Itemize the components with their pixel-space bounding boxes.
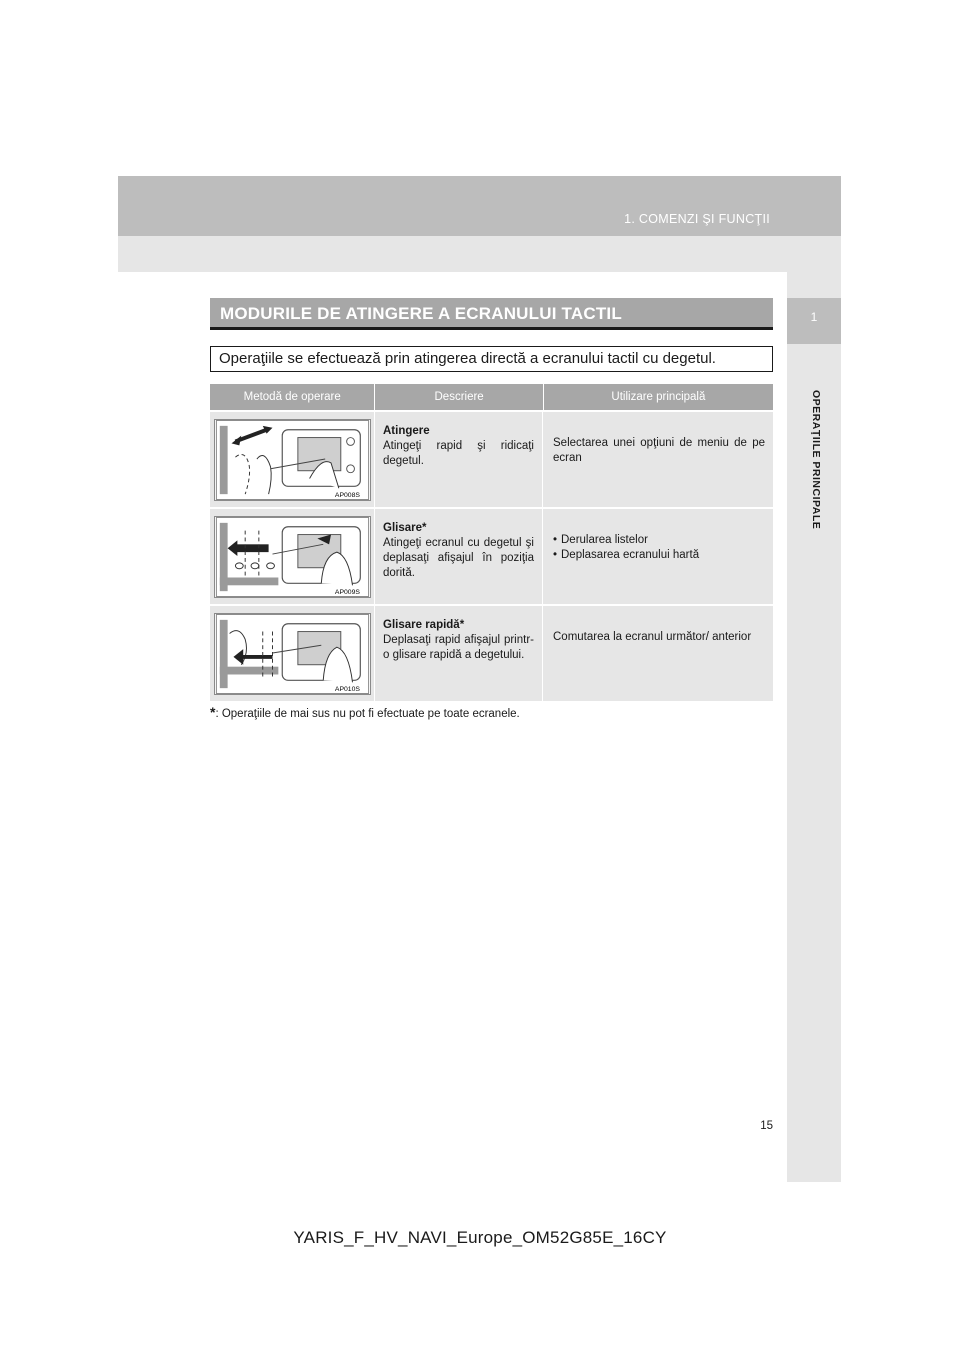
method-description: Atingeţi ecranul cu degetul şi deplasaţi afişajul în poziţia dorită. xyxy=(383,537,534,579)
footnote-text: : Operaţiile de mai sus nu pot fi efectuate pe toate ecranele. xyxy=(215,708,520,720)
table-row xyxy=(210,509,773,604)
operations-table xyxy=(210,384,773,701)
main-use: Selectarea unei opţiuni de meniu de pe ecran xyxy=(553,437,765,464)
section-banner-title: MODURILE DE ATINGERE A ECRANULUI TACTIL xyxy=(220,304,622,323)
illustration-code: AP009S xyxy=(334,588,360,596)
illustration-code: AP008S xyxy=(334,491,360,499)
header-band xyxy=(118,176,841,236)
drag-gesture-illustration xyxy=(214,516,371,598)
header-subband xyxy=(118,236,841,272)
method-name: Atingere xyxy=(383,425,430,437)
flick-gesture-illustration xyxy=(214,613,371,695)
section-title: 1. COMENZI ŞI FUNCŢII xyxy=(624,212,770,226)
side-tab-number: 1 xyxy=(810,310,818,324)
tap-gesture-illustration xyxy=(214,419,371,501)
main-use-list xyxy=(543,509,773,604)
header-description: Descriere xyxy=(374,384,542,410)
page-number: 15 xyxy=(760,1120,773,1132)
side-tab-label: OPERAŢIILE PRINCIPALE xyxy=(810,390,822,530)
intro-box: Operaţiile se efectuează prin atingerea directă a ecranului tactil cu degetul. xyxy=(210,346,773,372)
method-description: Atingeţi rapid şi ridicaţi degetul. xyxy=(383,440,534,467)
table-row xyxy=(210,606,773,701)
footnote-mark: * xyxy=(210,704,216,720)
method-name: Glisare* xyxy=(383,522,427,534)
main-use: Comutarea la ecranul următor/ anterior xyxy=(553,631,752,643)
table-header xyxy=(210,384,773,410)
method-name: Glisare rapidă* xyxy=(383,619,465,631)
list-item: • Deplasarea ecranului hartă xyxy=(553,548,765,563)
method-description: Deplasaţi rapid afişajul printr-o glisare rapidă a degetului. xyxy=(383,634,534,661)
footnote xyxy=(210,704,520,720)
document-footer: YARIS_F_HV_NAVI_Europe_OM52G85E_16CY xyxy=(293,1228,667,1247)
section-banner xyxy=(210,298,773,330)
header-main-use: Utilizare principală xyxy=(543,384,773,410)
illustration-code: AP010S xyxy=(334,685,360,693)
table-row xyxy=(210,412,773,507)
list-item: • Derularea listelor xyxy=(553,533,765,548)
header-method: Metodă de operare xyxy=(243,391,341,403)
